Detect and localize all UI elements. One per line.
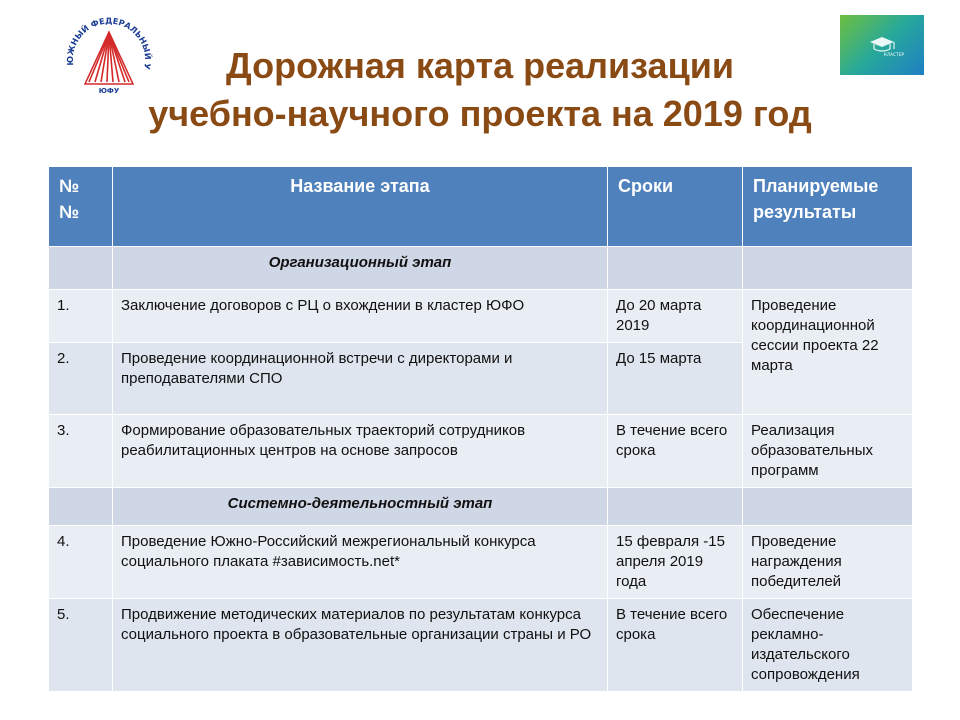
row-results: Реализация образовательных программ [743,415,913,488]
page-title [110,42,850,138]
header-num: № № [49,167,113,247]
stage-cell-empty [608,247,743,290]
stage-cell-empty [49,247,113,290]
table-header-row [49,167,913,247]
row-num: 5. [49,599,113,692]
row-name: Продвижение методических материалов по результатам конкурса социального проекта в образовательные организации страны и РО [113,599,608,692]
cluster-logo [840,15,924,75]
stage-cell-empty [49,488,113,526]
stage-title-organizational: Организационный этап [113,247,608,290]
row-name: Заключение договоров с РЦ о вхождении в кластер ЮФО [113,290,608,343]
cluster-logo-caption: КЛАСТЕР [884,52,905,57]
stage-cell-empty [743,247,913,290]
logo-abbr: ЮФУ [98,87,120,95]
row-name: Проведение Южно-Российский межрегиональный конкурса социального плаката #зависимость.net* [113,526,608,599]
stage-title-systemic: Системно-деятельностный этап [113,488,608,526]
row-results: Обеспечение рекламно-издательского сопровождения [743,599,913,692]
table-row [49,290,913,343]
row-dates: В течение всего срока [608,415,743,488]
row-results-merged: Проведение координационной сессии проекта 22 марта [743,290,913,415]
row-name: Проведение координационной встречи с директорами и преподавателями СПО [113,343,608,415]
table-row [49,415,913,488]
header-results: Планируемые результаты [743,167,913,247]
title-line-2: учебно-научного проекта на 2019 год [148,93,812,134]
header-dates: Сроки [608,167,743,247]
row-dates: До 15 марта [608,343,743,415]
row-num: 3. [49,415,113,488]
title-line-1: Дорожная карта реализации [226,45,734,86]
table-row [49,526,913,599]
graduation-cap-icon [840,15,924,75]
roadmap-table [48,166,913,692]
stage-cell-empty [608,488,743,526]
stage-row-systemic [49,488,913,526]
row-num: 1. [49,290,113,343]
row-num: 4. [49,526,113,599]
logo-arc-text: ЮЖНЫЙ ФЕДЕРАЛЬНЫЙ У [64,15,154,71]
stage-row-organizational [49,247,913,290]
row-results: Проведение награждения победителей [743,526,913,599]
table-row [49,599,913,692]
row-dates: В течение всего срока [608,599,743,692]
stage-cell-empty [743,488,913,526]
row-dates: 15 февраля -15 апреля 2019 года [608,526,743,599]
row-num: 2. [49,343,113,415]
row-dates: До 20 марта 2019 [608,290,743,343]
row-name: Формирование образовательных траекторий сотрудников реабилитационных центров на основе запросов [113,415,608,488]
header-name: Название этапа [113,167,608,247]
